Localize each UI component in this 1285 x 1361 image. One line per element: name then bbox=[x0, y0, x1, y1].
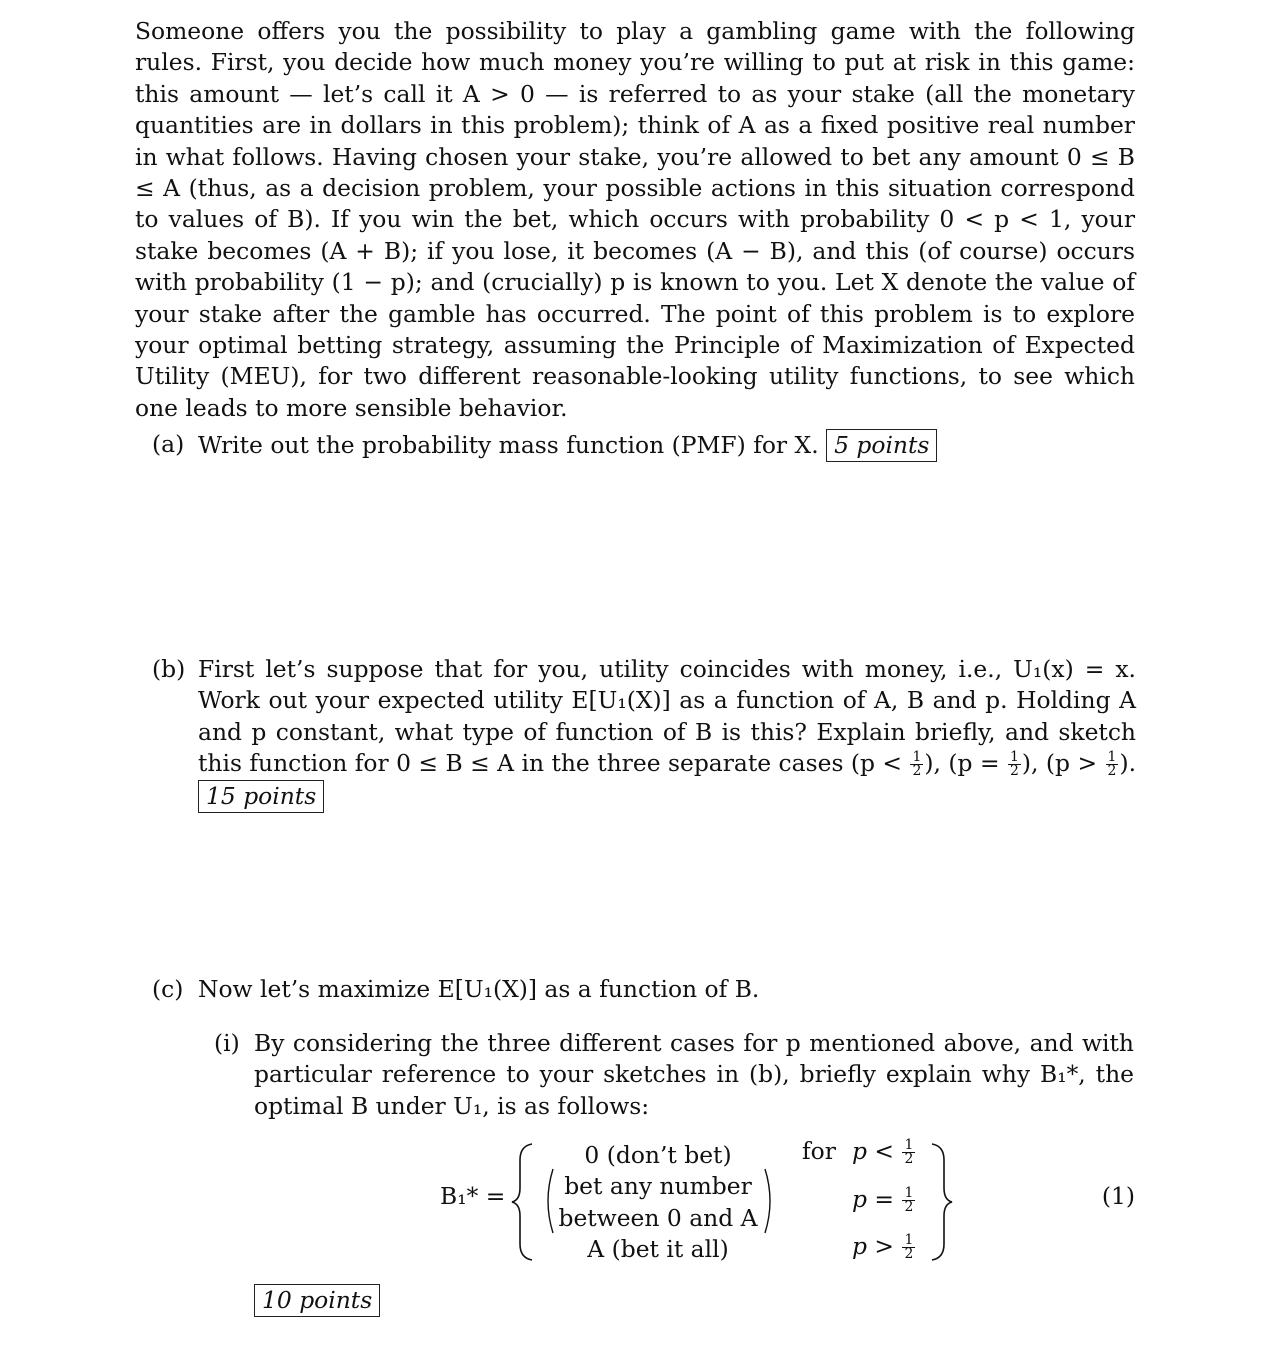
case-row-2b: between 0 and A bbox=[558, 1203, 758, 1232]
equation-lhs: B₁* = bbox=[440, 1182, 506, 1210]
part-a-points: 5 points bbox=[826, 429, 937, 462]
part-c-text: Now let’s maximize E[U₁(X)] as a function of B. bbox=[198, 975, 760, 1003]
equation-1 bbox=[440, 1137, 1135, 1265]
left-brace bbox=[508, 1140, 538, 1265]
half-fraction: $\frac{1}{2}$ bbox=[1107, 749, 1117, 780]
equation-number: (1) bbox=[1101, 1182, 1135, 1210]
case-row-2a: bet any number bbox=[564, 1172, 752, 1201]
for-label: for bbox=[802, 1137, 836, 1165]
part-c-label: (c) bbox=[152, 975, 184, 1003]
right-brace bbox=[928, 1140, 958, 1265]
part-b-points: 15 points bbox=[198, 780, 324, 813]
half-fraction: $\frac{1}{2}$ bbox=[912, 749, 922, 780]
part-c-points: 10 points bbox=[254, 1284, 380, 1317]
case-row-3: A (bet it all) bbox=[587, 1235, 729, 1264]
part-c-i-label: (i) bbox=[214, 1029, 240, 1057]
part-a-text: Write out the probability mass function (PMF) for X. bbox=[198, 431, 819, 459]
intro-paragraph: Someone offers you the possibility to play a gambling game with the following rules. First, you decide how much money you’re willing to put at risk in this game: this amount — let’s call it A > 0 — is referred to as your stake (all the monetary quantities are in dollars in this problem); think of A as a fixed positive real number in what follows. Having chosen your stake, you’re allowed to bet any amount 0 ≤ B ≤ A (thus, as a decision problem, your possible actions in this situation correspond to values of B). If you win the bet, which occurs with probability 0 < p < 1, your stake becomes (A + B); if you lose, it becomes (A − B), and this (of course) occurs with probability (1 − p); and (crucially) p is known to you. Let X denote the value of your stake after the gamble has occurred. The point of this problem is to explore your optimal betting strategy, assuming the Principle of Maximization of Expected Utility (MEU), for two different reasonable-looking utility functions, to see which one leads to more sensible behavior. bbox=[135, 17, 1135, 422]
half-fraction: $\frac{1}{2}$ bbox=[1010, 749, 1019, 780]
condition-1: p < $\frac{1}{2}$ bbox=[852, 1137, 914, 1167]
part-c-points-wrapper bbox=[254, 1284, 380, 1317]
part-a-label: (a) bbox=[152, 430, 185, 458]
left-paren bbox=[540, 1166, 556, 1236]
right-paren bbox=[762, 1166, 778, 1236]
part-b-label: (b) bbox=[152, 655, 186, 683]
part-c-i-text: By considering the three different cases for p mentioned above, and with particular reference to your sketches in (b), briefly explain why B₁*, the optimal B under U₁, is as follows: bbox=[254, 1029, 1134, 1120]
condition-2: p = $\frac{1}{2}$ bbox=[852, 1185, 914, 1215]
condition-3: p > $\frac{1}{2}$ bbox=[852, 1232, 914, 1262]
document-page: Someone offers you the possibility to play a gambling game with the following rules. First, you decide how much money you’re willing to put at risk in this game: this amount — let’s call it A > 0 — is referred to as your stake (all the monetary quantities are in dollars in this problem); think of A as a fixed positive real number in what follows. Having chosen your stake, you’re allowed to bet any amount 0 ≤ B ≤ A (thus, as a decision problem, your possible actions in this situation correspond to values of B). If you win the bet, which occurs with probability 0 < p < 1, your stake becomes (A + B); if you lose, it becomes (A − B), and this (of course) occurs with probability (1 − p); and (crucially) p is known to you. Let X denote the value of your stake after the gamble has occurred. The point of this problem is to explore your optimal betting strategy, assuming the Principle of Maximization of Expected Utility (MEU), for two different reasonable-looking utility functions, to see which one leads to more sensible behavior. (a) Write out the probability mass function (PMF) for X. 5 points (b) First let’s suppose that for you, utility coincides with money, i.e., U₁(x) = x. Work out your expected utility E[U₁(X)] as a function of A, B and p. Holding A and p constant, what type of function of B is this? Explain briefly, and sketch this function for 0 ≤ B ≤ A in the three separate cases (p < $\frac{1}{2}$ ), (p = $\frac{1}{2}$ ), (p > $\frac{1}{2}$ ). 15 points (c) Now let’s maximize E[U₁(X)] as a function of B. (i) By considering the three different cases for p mentioned above, and with particular reference to your sketches in (b), briefly explain why B₁*, the optimal B under U₁, is as follows: B₁* = 0 (don’t bet) bet any number between 0 and A A (bet it all) for p < $\frac{1}{2}$ p = $\frac{1}{2}$ p > $\frac{1}{2}$ (1) 10 points bbox=[0, 0, 1285, 1361]
case-row-1: 0 (don’t bet) bbox=[584, 1141, 732, 1169]
part-b-text: First let’s suppose that for you, utility coincides with money, i.e., U₁(x) = x. Work out your expected utility E[U₁(X)] as a function of A, B and p. Holding A and p constant, what type of function of B is this? Explain briefly, and sketch this function for 0 ≤ B ≤ A in the three separate cases (p < bbox=[198, 655, 1136, 778]
